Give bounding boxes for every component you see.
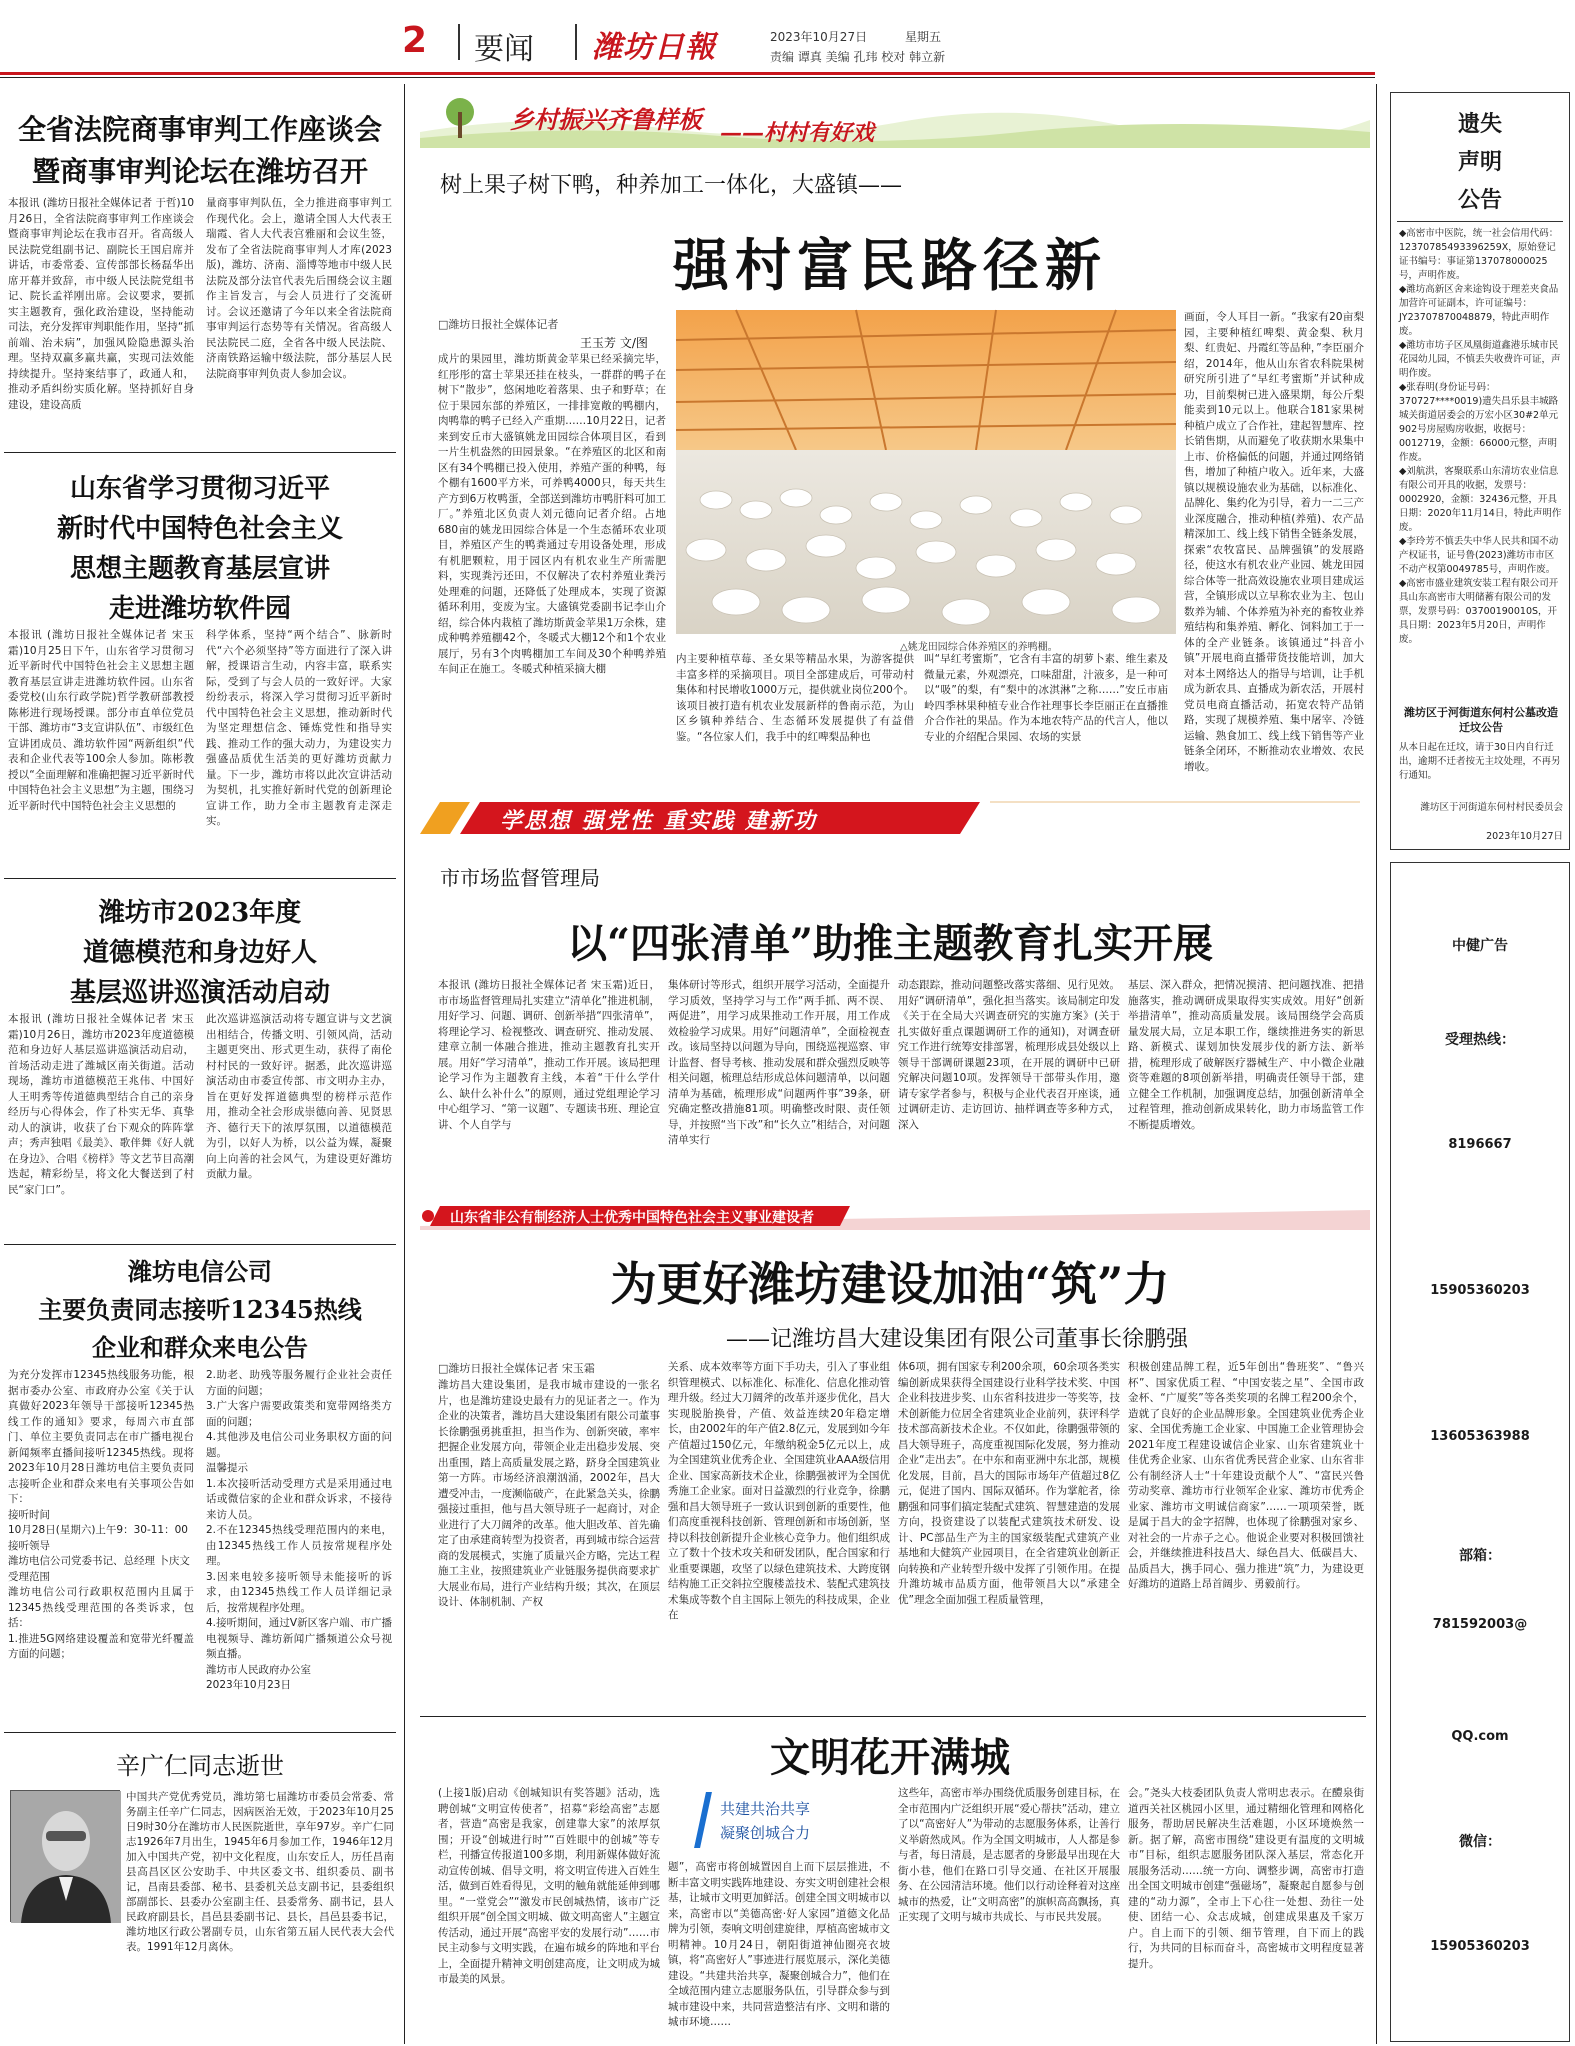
masthead-divider-2	[575, 24, 577, 60]
notice-divider	[1397, 221, 1563, 222]
village-title: 强村富民路径新	[673, 233, 1107, 299]
entrepreneur-banner	[420, 1200, 1370, 1230]
notice-title-1: 遗失	[1457, 111, 1502, 137]
civil-body-col2: 题”，高密市将创城置因自上而下层层推进，不断丰富文明实践阵地建设、夯实文明创建社会根基，让城市文明更加鲜活。创建全国文明城市以来，高密市以“美德高密·好人家园”道德文化品牌为引领，奏响文明创建旋律，厚植高密城市文明精神。10月24日，朝阳街道神仙圈亮衣坡镇，将“高密好人”事迹进行展览展示，深化美德建设。“共建共治共享，凝聚创城合力”，他们在全域范围内建立志愿服务队伍，引导群众参与到城市建设中来，共同营造整洁有序、文明和谐的城市环境……	[668, 1861, 890, 2028]
market-title: 以“四张清单”助推主题教育扎实开展	[566, 920, 1213, 967]
study-title-1: 山东省学习贯彻习近平	[69, 474, 330, 504]
main-divider	[420, 1716, 1366, 1717]
builder-byline: □潍坊日报社全媒体记者 宋玉霜	[438, 1362, 595, 1375]
col-divider-right	[1376, 84, 1377, 2044]
col-divider-left	[404, 84, 405, 2044]
obituary-portrait	[10, 1790, 120, 1922]
qq-address-2: QQ.com	[1451, 1729, 1509, 1744]
rural-banner-title: 乡村振兴齐鲁样板	[510, 105, 702, 134]
village-byline-names: 王玉芳 文/图	[580, 336, 648, 350]
civil-body-col1: (上接1版)启动《创城知识有奖答题》活动，选聘创城“文明宣传使者”，招募“彩绘高密”志愿者，营造“高密是我家，创建靠大家”的浓厚氛围；开设“创城进行时”“百姓眼中的创城”等专栏，刊播宣传报道100多期，利用新媒体做好流动宣传创城、倡导文明，将文明宣传进入百姓生活，做到百姓看得见，文明的触角就能延伸到哪里。“一堂党会”“激发市民创城热情，该市广泛组织开展“创全国文明城、做文明高密人”主题宣传活动，通过开展“高密平安的发展行动”……市民主动参与文明实践，在遍布城乡的阵地和平台上，全面提升精神文明创建高度，让文明成为城市最美的风景。	[438, 1787, 660, 1985]
village-body-col4: 画面，令人耳目一新。“我家有20亩梨园，主要种植红啤梨、黄金梨、秋月梨、红贵妃、丹霞红等品种，”李臣丽介绍，2014年，他从山东省农科院果树研究所引进了“早红考蜜斯”并试种成功，目前梨树已进入盛果期，每公斤梨能卖到10元以上。他联合181家果树种植户成立了合作社，建起智慧库、控长销售期，从而避免了收获期水果集中上市、价格偏低的问题，并通过网络销售，增加了种植户收入。近年来，大盛镇以规模设施农业为基础，以标准化、品牌化、集约化为引导，着力一二三产业深度融合，推动种植(养殖)、农产品精深加工、线上线下销售全链条发展，探索“农牧富民、品牌强镇”的发展路径，使这水有机农业产业园、姚龙田园综合体等一批高效设施农业项目建成运营，全镇形成以立早称农业为主、包山数养为辅、个体养殖为补充的畜牧业养殖结构和集养殖、孵化、饲料加工于一体的全产业链条。该镇通过“抖音小镇”开展电商直播带货技能培训，加大对本土网络达人的指导与培训，让手机成为新农具、直播成为新农活，开展村党员电商直播活动，拓宽农特产品销路，实现了规模养殖、集中屠宰、冷链运输、熟食加工、线上线下销售等产业链条全闭环，不断推动农业增效、农民增收。	[1184, 311, 1364, 773]
masthead	[0, 0, 1575, 70]
moral-title-2: 道德模范和身边好人	[82, 938, 317, 968]
hotline-label: 受理热线：	[1445, 1032, 1515, 1048]
photo-caption: △姚龙田园综合体养殖区的养鸭棚。	[900, 642, 1058, 653]
court-title-1: 全省法院商事审判工作座谈会	[17, 113, 382, 146]
right-notice-box	[1390, 92, 1570, 850]
paper-logo: 潍坊日報	[592, 30, 716, 65]
market-body-col1: 本报讯 (潍坊日报社全媒体记者 宋玉霜)近日，市市场监督管理局扎实建立“清单化”推进机制，用好学习、问题、调研、创新举措“四张清单”，将理论学习、检视整改、调查研究、推动发展、建章立制一体融合推进，推动主题教育扎实开展。用好“学习清单”，推动工作开展。该局把理论学习作为主题教育主线，本着“干什么学什么、缺什么补什么”的原则，通过党组理论学习中心组学习、“第一议题”、专题读书班、理论宣讲、个人自学与	[438, 979, 660, 1131]
moral-body-col1: 本报讯 (潍坊日报社全媒体记者 宋玉霜)10月26日，潍坊市2023年度道德模范和身边好人基层巡讲巡演活动启动，首场活动走进了潍城区南关街道。活动现场，潍坊市道德模范王兆伟、中国好人王明秀等传道德典型结合自己的亲身经历与心得体会，作了朴实无华、真挚动人的演讲，收获了台下观众的阵阵掌声；秀声独唱《最美》、歌伴舞《好人就在身边》、合唱《榜样》等文艺节目高潮迭起，精彩纷呈，将文化大餐送到了村民“家门口”。	[8, 1013, 194, 1196]
dept-label: 部箱：	[1459, 1548, 1501, 1564]
page-number: 2	[402, 20, 428, 61]
market-body-col3: 动态跟踪，推动问题整改落实落细、见行见效。用好“调研清单”，强化担当落实。该局制定印发《关于在全局大兴调查研究的实施方案》(关于扎实做好重点课题调研工作的通知)，对调查研究工作进行统筹安排部署，梳理形成县处级以上领导干部调研课题23项，在开展的调研中已研究解决问题10项。发挥领导干部带头作用，邀请专家学者参与，积极与企业代表召开座谈，通过调研走访、走访回访、抽样调查等多种方式，深入	[898, 979, 1120, 1131]
phone-4: 15905360203	[1430, 1939, 1530, 1954]
masthead-divider	[458, 24, 460, 60]
phone-1: 8196667	[1448, 1137, 1512, 1152]
notice-footer-org: 潍坊区于河街道东何村村民委员会	[1420, 802, 1563, 813]
civil-body-col3: 这些年，高密市举办围绕优质服务创建目标，在全市范围内广泛组织开展“爱心帮扶”活动，建立了以“高密好人”为带动的志愿服务体系，让善行义举蔚然成风。作为全国文明城市，人人都是参与者，每日清晨，是志愿者的身影最早出现在大街小巷，他们在路口引导交通、在社区开展服务、在公园清洁环境。他们以行动诠释着对这座城市的热爱，让“文明高密”的旗帜高高飘扬，真正实现了文明与城市共成长、与市民共发展。	[898, 1787, 1120, 1923]
study-body-col2: 科学体系，坚持“两个结合”、脉新时代“六个必须坚持”等方面进行了深入讲解，授课语言生动，内容丰富，联系实际，受到了与会人员的一致好评。大家纷纷表示，将深入学习贯彻习近平新时代中国特色社会主义思想，推动新时代为坚定理想信念、锤炼党性和指导实践、推动工作的强大动力，为建设实力强盛品质优生活美的更好潍坊贡献力量。下一步，潍坊市将以此次宣讲活动为契机，扎实推好新时代党的创新理论宣讲工作，助力全市主题教育走深走实。	[206, 629, 392, 827]
pullquote-line-1: 共建共治共享	[720, 1800, 811, 1818]
builder-subtitle: ——记潍坊昌大建设集团有限公司董事长徐鹏强	[726, 1327, 1189, 1352]
editors-line: 责编 谭真 美编 孔玮 校对 韩立新	[770, 50, 946, 64]
village-body-col3: 叫“早红考蜜斯”，它含有丰富的胡萝卜素、维生素及微量元素，外观漂亮，口味甜甜，汁液多，是一种可以“吸”的梨，有“梨中的冰淇淋”之称……”安丘市庙岭四季林果种植专业合作社理事长李臣丽正在直播推介合作社的果品。作为本地农特产品的代言人，他以专业的介绍配合果园、农场的实景	[924, 653, 1168, 743]
notice-footer-text: 从本日起在迁坟，请于30日内自行迁出，逾期不迁者按无主坟处理，不再另行通知。	[1399, 742, 1561, 781]
civil-title: 文明花开满城	[770, 1734, 1010, 1781]
study-banner-text: 学思想 强党性 重实践 建新功	[500, 808, 817, 834]
telecom-title-2: 主要负责同志接听12345热线	[38, 1295, 362, 1324]
builder-body-col1: 潍坊昌大建设集团，是我市城市建设的一张名片，也是潍坊建设史最有力的见证者之一。作为企业的决策者，潍坊昌大建设集团有限公司董事长徐鹏强勇挑重担，担当作为、创新突破，率牢把握企业发展方向，带领企业走出稳步发展、突出重围，踏上高质量发展之路，跻身全国建筑业第一方阵。市场经济浪潮汹涌，2002年，昌大遭受冲击，一度濒临破产，在此紧急关头，徐鹏强接过重担，他与昌大领导班子一起商讨，对企业进行了大刀阔斧的改革。他大胆改革、首先确定了由承建商转型为投资者，再到城市综合运营商的发展模式，实施了质量兴企方略，完达工程施工主业，按照建筑业产业链服务提供商要求扩大展业布局，进行产业结构升级；其次，在顶层设计、体制机制、产权	[438, 1379, 660, 1608]
court-body-col2: 量商事审判队伍，全力推进商事审判工作现代化。会上，邀请全国人大代表王瑞霞、省人大代表宫雅丽和会议生签，发布了全省法院商事审判人才库(2023版)，潍坊、济南、淄博等地市中级人民法院及部分法官代表先后围绕会议主题作主旨发言，与会人员进行了交流研讨。会议还邀请了今年以来全省法院商事审判运行态势等有关情况。省高级人民法院民二庭，全省各中级人民法院、济南铁路运输中级法院，部分基层人民法院商事审判负责人参加会议。	[206, 197, 392, 380]
notice-list: ◆高密市中医院，统一社会信用代码：12370785493396259X，原始登记证书编号：事证第137078000025号，声明作废。 ◆潍坊高新区舍来途钩设于理差夹食品加营许可证副本，许可证编号：JY23707870048879，特此声明作废。 ◆潍坊市坊子区凤凰街道鑫港乐城市民花园幼儿园，不慎丢失收费许可证，声明作废。 ◆张春明(身份证号码：370727****0019)遗失昌乐县丰城路城关街道居委会的万宏小区30#2单元902号房屋购房收据，收据号：0012719，金额：66000元整，声明作废。 ◆刘航洪，客聚联系山东清坊农业信息有限公司开具的收据，发票号：0002920，金额：32436元整，开具日期：2020年11月14日，特此声明作废。 ◆李玲芳不慎丢失中华人民共和国不动产权证书，证号鲁(2023)潍坊市市区不动产权第0049785号，声明作废。 ◆高密市盛业建筑安装工程有限公司开具山东高密市大明储蓄有限公司的发票，发票号码：03700190010S，开具日期：2023年5月20日，声明作废。	[1399, 228, 1562, 645]
study-title-4: 走进潍坊软件园	[108, 594, 291, 624]
notice-title-3: 公告	[1457, 187, 1502, 213]
moral-title-3: 基层巡讲巡演活动启动	[69, 978, 330, 1008]
issue-date: 2023年10月27日	[770, 30, 868, 44]
builder-body-col4: 积极创建品牌工程，近5年创出“鲁班奖”、“鲁兴杯”、国家优质工程、“中国安装之星”、全国市政金杯、“广厦奖”等各类奖项的名牌工程200余个，造就了良好的企业品牌形象。全国建筑业优秀企业家、全国优秀施工企业家、中国施工企业管理协会2021年度工程建设诚信企业家、山东省建筑业十佳优秀企业家、山东省优秀民营企业家、山东省非公有制经济人士“十年建设贡献个人”、“富民兴鲁劳动奖章、潍坊市行业领军企业家、潍坊市优秀企业家、潍坊市文明诚信商家”……一项项荣誉，既是属于昌大的金字招牌，也体现了徐鹏强对家乡、对社会的一片赤子之心。他说企业要对积极回馈社会，并继续推进科技昌大、绿色昌大、低碳昌大、品质昌大，携手同心、强力推进“筑”力，为建设更好潍坊的道路上昂首阔步、勇毅前行。	[1128, 1361, 1364, 1590]
telecom-body-col1: 为充分发挥市12345热线服务功能，根据市委办公室、市政府办公室《关于认真做好2023年领导干部接听12345热线工作的通知》要求，每周六市直部门、单位主要负责同志在市广播电视台新闻频率直播间接听12345热线。现将2023年10月28日潍坊电信主要负责同志接听企业和群众来电有关事项公告如下： 接听时间 10月28日(星期六)上午9：30-11：00 接听领导 潍坊电信公司党委书记、总经理 卜庆文 受理范围 潍坊电信公司行政职权范围内且属于12345热线受理范围的各类诉求，包括： 1.推进5G网络建设覆盖和宽带光纤覆盖方面的问题；	[8, 1369, 194, 1660]
left-divider-4	[4, 1732, 396, 1733]
entrepreneur-banner-text: 山东省非公有制经济人士优秀中国特色社会主义事业建设者	[450, 1210, 814, 1226]
market-body-col4: 基层、深入群众，把情况摸清、把问题找准、把措施落实，推动调研成果取得实实成效。用好“创新举措清单”，推动高质量发展。该局围绕学会高质量发展大局，立足本职工作，继续推进务实的新思路、新模式、谋划加快发展步伐的新方法、新举措，梳理形成了破解医疗器械生产、中小微企业融资等难题的8项创新举措，明确责任领导干部，建立健全工作机制，加强调度总结，加强创新清单全过程管理，推动创新成果转化，助力市场监管工作不断提质增效。	[1128, 979, 1364, 1131]
duck-farm-photo	[676, 310, 1176, 634]
masthead-rule-thin	[0, 77, 1375, 78]
qq-address: 781592003@	[1432, 1617, 1528, 1632]
builder-body-col3: 体6项，拥有国家专利200余项，60余项各类实编创新成果获得全国建设行业科学技术奖、中国企业科技进步奖、山东省科技进步一等奖等，技术创新能力位居全省建筑业企业前列，获评科学技术部高新技术企业。不仅如此，徐鹏强带领的昌大领导班子，高度重视国际化发展，努力推动企业“走出去”。在中东和南亚洲中东北部，规模化发展，目前，昌大的国际市场年产值超过8亿元，促进了国内、国际双循环。作为掌舵者，徐鹏强和同事们搞定装配式建筑、智慧建造的发展方向，投资建设了以装配式建筑技术研发、设计、PC部品生产为主的国家级装配式建筑产业基地和大健筑产业园项目，在全省建筑业创新正向转换和产业转型升级中发挥了引领作用。在提升潍坊城市品质方面，他带领昌大以“承建全优”理念全面加强工程质量管理，	[898, 1361, 1120, 1606]
right-ad-box	[1390, 862, 1570, 2042]
study-body-col1: 本报讯 (潍坊日报社全媒体记者 宋玉霜)10月25日下午，山东省学习贯彻习近平新时代中国特色社会主义思想主题教育基层宣讲走进潍坊软件园。山东省委党校(山东行政学院)哲学教研部教授陈彬进行现场授课。部分市直单位党员干部、潍坊市“3支宣讲队伍”、市级红色宣讲团成员、潍坊软件园“两新组织”代表和企业代表等100余人参加。陈彬教授以“全面理解和准确把握习近平新时代中国特色社会主义思想”为主题，围绕习近平新时代中国特色社会主义思想的	[8, 629, 194, 812]
market-body-col2: 集体研讨等形式，组织开展学习活动，全面提升学习质效，坚持学习与工作“两手抓、两不误、两促进”，用学习成果推动工作开展，用工作成效检验学习成果。用好“问题清单”，全面检视查改。该局坚持以问题为导向，围绕巡视巡察、审计监督、督导考核、推动发展和群众强烈反映等相关问题，梳理总结形成总体问题清单，以问题清单为基础，梳理形成“问题两件事”39条，研究确定整改措施81项。明确整改时限、责任领导，并按照“当下改”和“长久立”相结合，对问题清单实行	[668, 979, 890, 1146]
civil-body-col4: 会。”尧头大枝委团队负责人常明忠表示。在醴泉街道西关社区桃园小区里，通过精细化管理和网格化服务，帮助居民解决生活难题，小区环境焕然一新。据了解，高密市围绕“建设更有温度的文明城市”目标，组织志愿服务团队深入基层，常态化开展服务活动……统一方向、调整步调，高密市打造出全国文明城市创建“强磁场”，凝聚起自愿参与创建的“动力源”，全市上下心往一处想、劲往一处使、团结一心、众志成城，创建成果惠及千家万户。自上而下的引领、细节管理，自下而上的践行，为共同的目标而奋斗，高密城市文明程度显著提升。	[1128, 1787, 1364, 1970]
telecom-title-3: 企业和群众来电公告	[92, 1333, 308, 1362]
rural-banner	[420, 92, 1370, 148]
issue-weekday: 星期五	[905, 30, 942, 44]
builder-body-col2: 关系、成本效率等方面下手功夫，引入了事业组织管理模式、以标准化、标准化、信息化推动管理升级。经过大刀阔斧的改革并逐步优化，昌大实现脱胎换骨，产值、效益连续20年稳定增长，由2002年的年产值2.8亿元，发展到如今年产值超过150亿元，年缴纳税金5亿元以上，成为全国建筑业优秀企业、全国建筑业AAA级信用企业、国家高新技术企业，徐鹏强被评为全国优秀施工企业家。面对日益激烈的行业竞争，徐鹏强和昌大领导班子一致认识到创新的重要性，他们高度重视科技创新、管理创新和市场创新，坚持以科技创新提升企业核心竞争力。他们组织成立了数十个技术攻关和研发团队，配合国家和行业重要课题，攻坚了以绿色建筑技术、大跨度钢结构施工正交斜拉空腹楼盖技术、装配式建筑技术集成等数个自主国际上领先的科技成果，企业在	[668, 1361, 890, 1621]
pullquote-line-2: 凝聚创城合力	[720, 1824, 811, 1842]
ad-title: 中健广告	[1452, 938, 1508, 954]
moral-body-col2: 此次巡讲巡演活动将专题宣讲与文艺演出相结合，传播文明、引领风尚，活动主题更突出、形式更生动，获得了南伦村村民的一致好评。据悉，此次巡讲巡演活动由市委宣传部、市文明办主办，旨在更好发挥道德典型的榜样示范作用，推动全社会形成崇德向善、见贤思齐、德行天下的浓厚氛围，以道德模范为引，以好人为桥，以公益为媒，凝聚向上向善的社会风气，为建设更好潍坊贡献力量。	[206, 1013, 392, 1180]
village-kicker: 树上果子树下鸭，种养加工一体化，大盛镇——	[440, 173, 903, 198]
masthead-rule	[0, 72, 1375, 75]
notice-footer-title: 潍坊区于河街道东何村公墓改造迁坟公告	[1404, 706, 1558, 734]
phone-3: 13605363988	[1430, 1429, 1530, 1444]
study-title-3: 思想主题教育基层宣讲	[69, 554, 330, 584]
left-divider-2	[4, 878, 396, 879]
telecom-body-col2: 2.助老、助残等服务履行企业社会责任方面的问题； 3.广大客户需要政策类和宽带网络类方面的问题； 4.其他涉及电信公司业务职权方面的问题。 温馨提示 1.本次接听活动受理方式是采用通过电话或微信家的企业和群众诉求，不接待来访人员。 2.不在12345热线受理范围内的来电，由12345热线工作人员按常规程序处理。 3.因来电较多接听领导未能接听的诉求，由12345热线工作人员详细记录后，按常规程序处理。 4.接听期间，通过V新区客户端、市广播电视频导、潍坊新闻广播频道公众号视频直播。 潍坊市人民政府办公室 2023年10月23日	[206, 1369, 392, 1691]
builder-title: 为更好潍坊建设加油“筑”力	[610, 1257, 1170, 1311]
left-divider-3	[4, 1244, 396, 1245]
left-divider-1	[4, 452, 396, 453]
obituary-title: 辛广仁同志逝世	[116, 1752, 284, 1780]
market-kicker: 市市场监督管理局	[440, 866, 600, 890]
village-byline-org: □潍坊日报社全媒体记者	[438, 318, 559, 331]
notice-title-2: 声明	[1457, 149, 1502, 175]
study-title-2: 新时代中国特色社会主义	[56, 514, 343, 544]
study-banner	[420, 798, 1370, 838]
phone-2: 15905360203	[1430, 1283, 1530, 1298]
telecom-title-1: 潍坊电信公司	[128, 1257, 272, 1286]
village-body-col2: 内主要种植草莓、圣女果等精品水果，为游客提供丰富多样的采摘项目。项目全部建成后，可带动村集体和村民增收1000万元，提供就业岗位200个。该项目被打造有机农业发展新样的鲁南示范，为山区乡镇种养结合、生态循环发展提供了有益借鉴。“各位家人们，我手中的红啤梨品种也	[676, 653, 914, 743]
section-title: 要闻	[474, 32, 534, 67]
moral-title-1: 潍坊市2023年度	[98, 898, 302, 928]
pullquote-bar	[694, 1792, 712, 1848]
village-body-col1: 成片的果园里，潍坊斯黄金苹果已经采摘完毕，红彤彤的富士苹果还挂在枝头，一群群的鸭子在树下“散步”，悠闲地吃着落果、虫子和野草；在位于果园东部的养殖区，一排排宽敞的鸭棚内，肉鸭靠的鸭子已经入产重期……10月22日，记者来到安丘市大盛镇姚龙田园综合体项目区，看到一片生机盎然的田园景象。“在养殖区的北区和南区有34个鸭棚已投入使用，养殖产蛋的种鸭，每个棚有1600平方米，可养鸭4000只，每天共生产方到6万枚鸭蛋，全部送到潍坊市鸭肝料可加工厂。”养殖北区负责人刘元德向记者介绍。占地680亩的姚龙田园综合体是一个生态循环农业项目，养殖区产生的鸭粪通过专用设备处理，形成有机肥颗粒，用于园区内有机农业生产所需肥料，实现粪污还田，不仅解决了农村养殖业粪污处理难的问题，还降低了处理成本，实现了资源循环利用，变废为宝。大盛镇党委副书记李山介绍，综合体内栽植了潍坊斯黄金苹果1万余株，建成种鸭养殖棚42个，冬暖式大棚12个和1个农业展厅，另有3个肉鸭棚加工车间及30个种鸭养殖车间正在施工。冬暖式种植采摘大棚	[438, 353, 666, 675]
rural-banner-subtitle: ——村村有好戏	[720, 120, 875, 146]
notice-footer-date: 2023年10月27日	[1486, 831, 1563, 842]
wechat-label: 微信：	[1459, 1834, 1501, 1850]
civil-pullquote	[700, 1792, 870, 1848]
court-body-col1: 本报讯 (潍坊日报社全媒体记者 于哲)10月26日，全省法院商事审判工作座谈会暨商事审判论坛在我市召开。省高级人民法院党组副书记、副院长王国启席并讲话，市委常委、宣传部部长杨磊华出席开幕并致辞，市中级人民法院党组书记、院长孟祥刚出席。会议要求，要抓实主题教育，强化政治建设，坚持能动司法，充分发挥审判职能作用，坚持“抓前端、治未病”，加强风险隐患源头治理。坚持双赢多赢共赢，实现司法效能持续提升。坚持案结事了，政通人和，推动矛盾纠纷实质化解。坚持抓好自身建设，建设高质	[8, 197, 194, 411]
court-title-2: 暨商事审判论坛在潍坊召开	[31, 155, 368, 188]
obituary-text: 中国共产党优秀党员，潍坊第七届潍坊市委员会常委、常务副主任辛广仁同志，因病医治无效，于2023年10月25日9时30分在潍坊市人民医院逝世，享年97岁。辛广仁同志1926年7月出生，1945年6月参加工作，1946年12月加入中国共产党，初中文化程度，山东安丘人，历任昌南县高昌区区公安助手、中共区委文书、组织委员、副书记，昌南县委部、秘书、县委机关总支副书记，县委组织部副部长、县委办公室副主任、县委常务、副书记，县人民政府副县长，昌邑县委副书记、县长，昌邑县委书记，潍坊地区行政公署副专员，山东省第五届人民代表大会代表。1991年12月离休。	[126, 1791, 394, 1953]
